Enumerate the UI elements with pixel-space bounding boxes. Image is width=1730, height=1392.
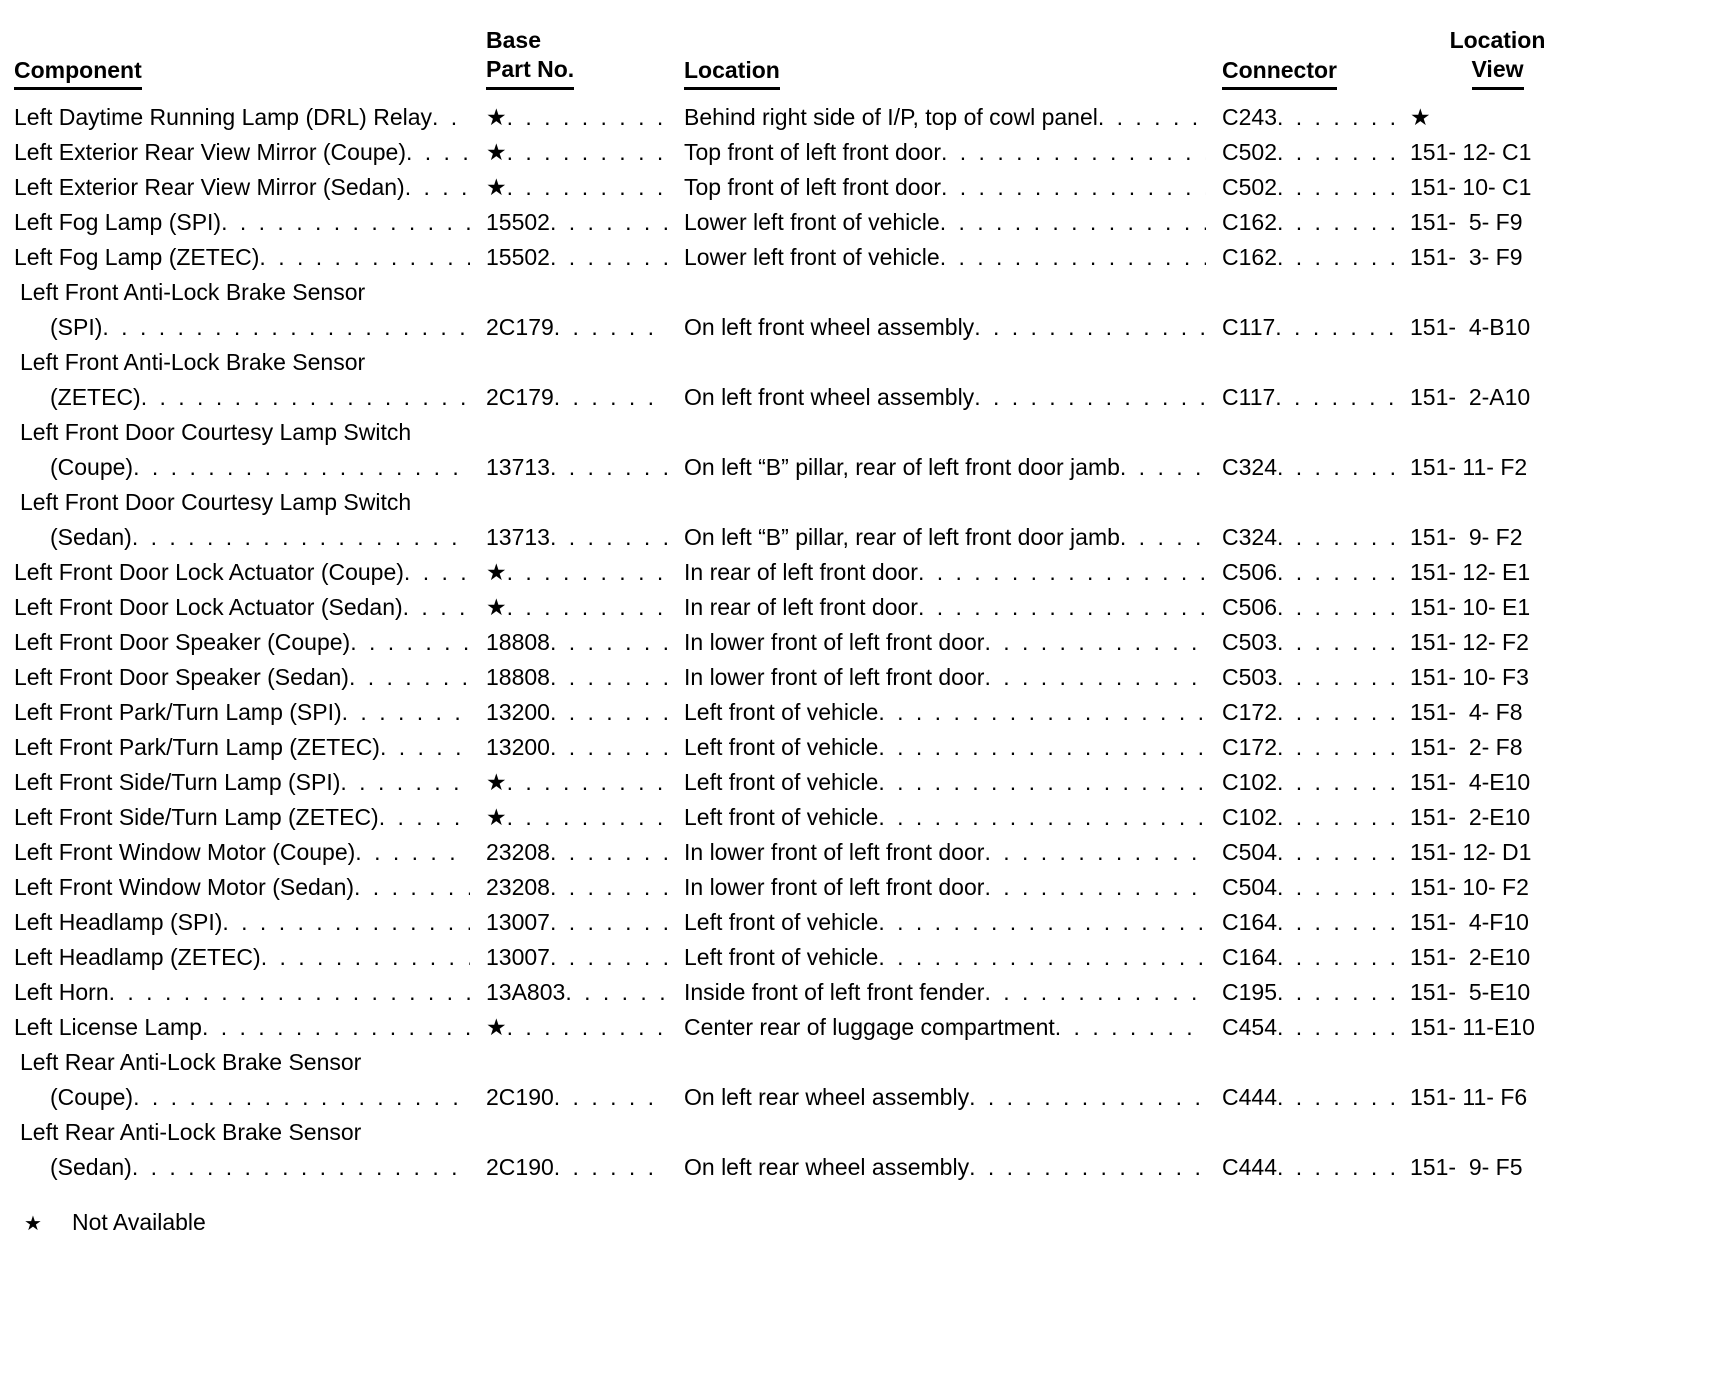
dot-leader [1120,450,1206,485]
part-number-cell: 23208 . . . [486,835,684,870]
location-view-cell: 151- 12- C1 [1410,139,1532,165]
part-number-cell: 15502 . . . [486,240,684,275]
location-view-cell: 151- 3- F9 [1410,244,1523,270]
connector-cell: C506 . . . [1222,590,1410,625]
location-cell: On left “B” pillar, rear of left front door jamb . . . [684,520,1222,555]
connector-cell: C324 . . . [1222,520,1410,555]
connector-cell: C504 . . . [1222,835,1410,870]
component-cell [14,1010,486,1045]
dot-leader [404,555,470,590]
dot-leader [969,1150,1206,1185]
component-cell-text: Left Fog Lamp (ZETEC) [14,244,260,270]
location-view-cell: 151- 11- F2 [1410,454,1528,480]
part-number-cell: ★ . . . [486,1010,684,1045]
connector-cell: C503 . . . [1222,660,1410,695]
table-row [14,835,1710,870]
location-cell: In lower front of left front door . . . [684,625,1222,660]
component-cell [14,835,486,870]
table-row [14,1010,1710,1045]
connector-cell: C243 . . . [1222,100,1410,135]
part-number-cell: 15502 . . . [486,205,684,240]
dot-leader [1277,660,1394,695]
location-view-cell: 151- 11-E10 [1410,1014,1535,1040]
location-cell: Left front of vehicle . . . [684,730,1222,765]
part-number-cell: 23208 . . . [486,870,684,905]
component-cell-text: Left Front Side/Turn Lamp (SPI) [14,769,341,795]
component-pre-line: Left Front Anti-Lock Brake Sensor [20,349,366,375]
component-cell-text: (Coupe) [50,1084,134,1110]
location-cell: On left rear wheel assembly . . . [684,1150,1222,1185]
dot-leader [1277,975,1394,1010]
dot-leader [550,835,668,870]
dot-leader [340,765,470,800]
dot-leader [984,835,1206,870]
dot-leader [974,310,1206,345]
location-view-cell: 151- 12- F2 [1410,629,1529,655]
location-view-cell: 151- 2- F8 [1410,734,1523,760]
component-cell-text: Left Front Park/Turn Lamp (SPI) [14,699,342,725]
component-cell [14,590,486,625]
part-number-cell: 2C190 . . . [486,1080,684,1115]
component-cell [14,1080,486,1115]
header-location: Location [684,57,1222,90]
location-view-cell: 151- 2-A10 [1410,384,1531,410]
dot-leader [554,1150,668,1185]
location-cell: Top front of left front door . . . [684,170,1222,205]
location-cell: Center rear of luggage compartment . . . [684,1010,1222,1045]
dot-leader [984,660,1206,695]
dot-leader [878,800,1206,835]
location-cell: Left front of vehicle . . . [684,765,1222,800]
dot-leader [1277,205,1394,240]
connector-cell: C195 . . . [1222,975,1410,1010]
dot-leader [940,240,1206,275]
dot-leader [1277,520,1394,555]
dot-leader [349,660,470,695]
location-view-cell: 151- 4- F8 [1410,699,1523,725]
dot-leader [432,100,470,135]
part-number-cell: 13007 . . . [486,905,684,940]
dot-leader [565,975,668,1010]
table-header [14,26,1710,90]
location-view-cell: 151- 10- C1 [1410,174,1532,200]
component-cell-text: Left License Lamp [14,1014,202,1040]
header-location-view: Location View [1410,26,1585,90]
location-view-cell: 151- 5- F9 [1410,209,1523,235]
part-number-cell: ★ . . . [486,555,684,590]
part-number-cell: ★ . . . [486,135,684,170]
component-cell [14,625,486,660]
table-row [14,800,1710,835]
component-cell-text: Left Front Park/Turn Lamp (ZETEC) [14,734,380,760]
part-number-cell: 13007 . . . [486,940,684,975]
dot-leader [380,730,470,765]
dot-leader [550,730,668,765]
star-icon: ★ [24,1213,42,1235]
component-cell-text: Left Exterior Rear View Mirror (Coupe) [14,139,406,165]
component-cell [14,100,486,135]
location-view-cell: 151- 4-F10 [1410,909,1529,935]
dot-leader [1277,905,1394,940]
dot-leader [507,765,668,800]
location-view-cell: 151- 12- D1 [1410,839,1532,865]
dot-leader [342,695,470,730]
location-view-cell: 151- 2-E10 [1410,804,1531,830]
dot-leader [550,695,668,730]
location-cell: Lower left front of vehicle . . . [684,240,1222,275]
dot-leader [550,520,668,555]
dot-leader [1277,835,1394,870]
location-cell: Top front of left front door . . . [684,135,1222,170]
table-row [14,135,1710,170]
component-cell [14,380,486,415]
table-row [14,1115,1710,1185]
location-cell: In lower front of left front door . . . [684,835,1222,870]
connector-cell: C506 . . . [1222,555,1410,590]
dot-leader [984,625,1206,660]
table-row [14,975,1710,1010]
table-row [14,870,1710,905]
location-view-cell: 151- 9- F2 [1410,524,1523,550]
dot-leader [969,1080,1206,1115]
location-cell: On left front wheel assembly . . . [684,310,1222,345]
component-pre-line: Left Front Door Courtesy Lamp Switch [20,489,412,515]
part-number-cell: 13713 . . . [486,520,684,555]
location-cell: On left rear wheel assembly . . . [684,1080,1222,1115]
connector-cell: C117 . . . [1222,380,1410,415]
dot-leader [1277,555,1394,590]
dot-leader [1277,1010,1394,1045]
dot-leader [507,800,668,835]
dot-leader [1277,1080,1394,1115]
dot-leader [1277,940,1394,975]
dot-leader [984,975,1206,1010]
table-row [14,590,1710,625]
part-number-cell: 18808 . . . [486,625,684,660]
connector-cell: C102 . . . [1222,800,1410,835]
component-cell-text: Left Front Window Motor (Sedan) [14,874,355,900]
component-pre-line: Left Front Door Courtesy Lamp Switch [20,419,412,445]
dot-leader [1277,450,1394,485]
connector-cell: C444 . . . [1222,1080,1410,1115]
location-cell: In lower front of left front door . . . [684,870,1222,905]
dot-leader [878,730,1206,765]
part-number-cell: 18808 . . . [486,660,684,695]
component-cell [14,730,486,765]
dot-leader [141,380,470,415]
dot-leader [974,380,1206,415]
dot-leader [878,905,1206,940]
location-cell: Left front of vehicle . . . [684,940,1222,975]
connector-cell: C172 . . . [1222,730,1410,765]
component-cell-text: Left Horn [14,979,109,1005]
location-cell: On left “B” pillar, rear of left front door jamb . . . [684,450,1222,485]
component-cell [14,310,486,345]
location-cell: Lower left front of vehicle . . . [684,205,1222,240]
component-cell [14,170,486,205]
location-cell: Inside front of left front fender . . . [684,975,1222,1010]
location-view-cell: 151- 5-E10 [1410,979,1531,1005]
part-number-cell: ★ . . . [486,765,684,800]
dot-leader [554,310,668,345]
dot-leader [133,1080,470,1115]
connector-cell: C162 . . . [1222,205,1410,240]
dot-leader [507,590,668,625]
table-row [14,100,1710,135]
location-view-cell: 151- 2-E10 [1410,944,1531,970]
dot-leader [878,765,1206,800]
table-row [14,170,1710,205]
location-cell: On left front wheel assembly . . . [684,380,1222,415]
dot-leader [1098,100,1206,135]
table-row [14,625,1710,660]
component-cell-text: Left Front Door Speaker (Sedan) [14,664,349,690]
dot-leader [102,310,470,345]
dot-leader [1277,100,1394,135]
dot-leader [1055,1010,1206,1045]
part-number-cell: ★ . . . [486,800,684,835]
location-view-cell: 151- 4-B10 [1410,314,1531,340]
component-cell-text: (Coupe) [50,454,134,480]
dot-leader [132,520,470,555]
location-cell: Left front of vehicle . . . [684,905,1222,940]
dot-leader [1277,695,1394,730]
header-connector: Connector [1222,57,1410,90]
part-number-cell: 2C179 . . . [486,310,684,345]
location-cell: In rear of left front door . . . [684,590,1222,625]
table-row [14,345,1710,415]
dot-leader [1277,135,1394,170]
component-cell-text: Left Front Door Lock Actuator (Coupe) [14,559,404,585]
component-cell [14,450,486,485]
footnote [14,1209,1710,1236]
dot-leader [507,100,668,135]
dot-leader [202,1010,470,1045]
table-row [14,415,1710,485]
connector-cell: C454 . . . [1222,1010,1410,1045]
table-row [14,485,1710,555]
component-cell-text: Left Headlamp (SPI) [14,909,223,935]
location-view-cell: ★ [1410,104,1431,130]
footnote-text: Not Available [72,1209,206,1235]
dot-leader [1277,800,1394,835]
part-number-cell: ★ . . . [486,100,684,135]
location-view-cell: 151- 12- E1 [1410,559,1531,585]
dot-leader [222,905,470,940]
dot-leader [1277,730,1394,765]
dot-leader [507,1010,668,1045]
dot-leader [406,135,470,170]
component-cell-text: Left Front Door Lock Actuator (Sedan) [14,594,403,620]
part-number-cell: 13A803 . . . [486,975,684,1010]
component-cell [14,765,486,800]
connector-cell: C503 . . . [1222,625,1410,660]
component-pre-line: Left Front Anti-Lock Brake Sensor [20,279,366,305]
dot-leader [550,205,668,240]
component-cell-text: (Sedan) [50,1154,132,1180]
component-cell [14,240,486,275]
dot-leader [941,170,1206,205]
dot-leader [1275,310,1394,345]
component-cell [14,940,486,975]
connector-cell: C117 . . . [1222,310,1410,345]
dot-leader [109,975,470,1010]
header-part-no: Base Part No. [486,26,684,90]
location-view-cell: 151- 9- F5 [1410,1154,1523,1180]
table-row [14,940,1710,975]
header-component: Component [14,57,486,90]
component-cell [14,975,486,1010]
dot-leader [1277,870,1394,905]
dot-leader [878,940,1206,975]
part-number-cell: ★ . . . [486,590,684,625]
component-cell-text: (SPI) [50,314,103,340]
part-number-cell: 13200 . . . [486,730,684,765]
location-cell: Behind right side of I/P, top of cowl panel . . . [684,100,1222,135]
location-view-cell: 151- 10- F2 [1410,874,1529,900]
connector-cell: C164 . . . [1222,905,1410,940]
table-row [14,240,1710,275]
location-cell: Left front of vehicle . . . [684,800,1222,835]
dot-leader [1277,170,1394,205]
component-cell-text: Left Front Window Motor (Coupe) [14,839,356,865]
component-cell [14,800,486,835]
component-cell [14,695,486,730]
dot-leader [379,800,470,835]
table-row [14,205,1710,240]
table-row [14,1045,1710,1115]
table-row [14,695,1710,730]
part-number-cell: 2C190 . . . [486,1150,684,1185]
dot-leader [507,555,668,590]
dot-leader [259,240,470,275]
dot-leader [133,450,470,485]
dot-leader [507,135,668,170]
component-cell-text: Left Front Side/Turn Lamp (ZETEC) [14,804,379,830]
dot-leader [132,1150,470,1185]
component-cell [14,905,486,940]
location-view-cell: 151- 4-E10 [1410,769,1531,795]
component-cell-text: (Sedan) [50,524,132,550]
component-cell-text: (ZETEC) [50,384,141,410]
dot-leader [1277,765,1394,800]
dot-leader [550,905,668,940]
connector-cell: C502 . . . [1222,135,1410,170]
dot-leader [354,870,470,905]
dot-leader [1277,240,1394,275]
dot-leader [1277,1150,1394,1185]
dot-leader [554,1080,668,1115]
component-cell [14,660,486,695]
connector-cell: C502 . . . [1222,170,1410,205]
location-view-cell: 151- 10- F3 [1410,664,1529,690]
table-body [14,100,1710,1185]
location-cell: In lower front of left front door . . . [684,660,1222,695]
dot-leader [918,590,1206,625]
component-cell [14,1150,486,1185]
dot-leader [405,170,470,205]
dot-leader [221,205,470,240]
table-row [14,660,1710,695]
part-number-cell: 13200 . . . [486,695,684,730]
dot-leader [1277,590,1394,625]
connector-cell: C162 . . . [1222,240,1410,275]
component-cell-text: Left Daytime Running Lamp (DRL) Relay [14,104,433,130]
component-cell-text: Left Exterior Rear View Mirror (Sedan) [14,174,405,200]
component-cell [14,555,486,590]
table-row [14,275,1710,345]
table-row [14,765,1710,800]
part-number-cell: ★ . . . [486,170,684,205]
component-cell [14,205,486,240]
dot-leader [550,240,668,275]
dot-leader [554,380,668,415]
part-number-cell: 2C179 . . . [486,380,684,415]
component-cell-text: Left Headlamp (ZETEC) [14,944,261,970]
dot-leader [350,625,470,660]
dot-leader [507,170,668,205]
table-row [14,905,1710,940]
connector-cell: C444 . . . [1222,1150,1410,1185]
table-row [14,730,1710,765]
component-pre-line: Left Rear Anti-Lock Brake Sensor [20,1049,362,1075]
component-cell [14,520,486,555]
component-cell [14,135,486,170]
table-row [14,555,1710,590]
connector-cell: C324 . . . [1222,450,1410,485]
dot-leader [261,940,470,975]
connector-cell: C504 . . . [1222,870,1410,905]
connector-cell: C164 . . . [1222,940,1410,975]
connector-cell: C172 . . . [1222,695,1410,730]
component-pre-line: Left Rear Anti-Lock Brake Sensor [20,1119,362,1145]
dot-leader [550,940,668,975]
dot-leader [403,590,470,625]
location-view-cell: 151- 11- F6 [1410,1084,1528,1110]
part-number-cell: 13713 . . . [486,450,684,485]
location-cell: In rear of left front door . . . [684,555,1222,590]
dot-leader [355,835,470,870]
location-cell: Left front of vehicle . . . [684,695,1222,730]
dot-leader [984,870,1206,905]
dot-leader [1120,520,1206,555]
dot-leader [918,555,1206,590]
dot-leader [878,695,1206,730]
component-cell-text: Left Front Door Speaker (Coupe) [14,629,351,655]
dot-leader [1277,625,1394,660]
dot-leader [550,660,668,695]
component-cell [14,870,486,905]
dot-leader [550,450,668,485]
component-cell-text: Left Fog Lamp (SPI) [14,209,222,235]
dot-leader [550,870,668,905]
connector-cell: C102 . . . [1222,765,1410,800]
dot-leader [941,135,1206,170]
location-view-cell: 151- 10- E1 [1410,594,1531,620]
dot-leader [1275,380,1394,415]
dot-leader [940,205,1206,240]
dot-leader [550,625,668,660]
